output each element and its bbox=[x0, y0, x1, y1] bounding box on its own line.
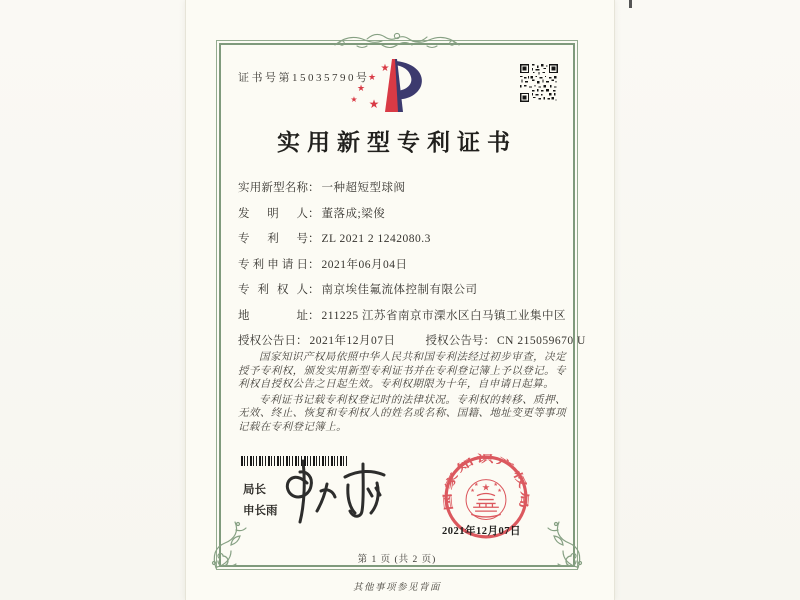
cnipa-patent-logo bbox=[341, 56, 433, 120]
field-row-patent-no: 专利号： ZL 2021 2 1242080.3 bbox=[238, 230, 568, 244]
field-value: 2021年06月04日 bbox=[321, 258, 408, 271]
svg-text:★: ★ bbox=[474, 482, 479, 489]
field-label: 专利申请日 bbox=[238, 258, 308, 271]
svg-text:★: ★ bbox=[497, 487, 502, 494]
svg-text:★: ★ bbox=[367, 73, 377, 83]
corner-ornament-left bbox=[210, 518, 256, 570]
legal-paragraph-2: 专利证书记载专利权登记时的法律状况。专利权的转移、质押、无效、终止、恢复和专利权人的姓名或名称、国籍、地址变更等事项记载在专利登记簿上。 bbox=[238, 394, 566, 433]
field-value: CN 215059670 U bbox=[497, 335, 586, 347]
director-signature bbox=[274, 456, 409, 528]
svg-text:★: ★ bbox=[481, 482, 491, 494]
field-label: 专利号 bbox=[238, 233, 308, 245]
svg-text:★: ★ bbox=[350, 95, 358, 104]
field-label: 授权公告号 bbox=[425, 335, 484, 347]
field-label: 地址 bbox=[238, 309, 308, 322]
field-label: 授权公告日 bbox=[238, 335, 296, 347]
field-value: 一种超短型球阀 bbox=[321, 182, 406, 194]
field-value: 南京埃佳氟流体控制有限公司 bbox=[321, 284, 478, 296]
page-number: 第 1 页 (共 2 页) bbox=[357, 555, 437, 565]
field-label: 发明人 bbox=[238, 207, 308, 220]
svg-text:国家知识产权局 bbox=[441, 452, 531, 511]
svg-text:★: ★ bbox=[356, 84, 366, 94]
field-label: 专利权人 bbox=[238, 284, 308, 296]
signer-title: 局长 bbox=[243, 484, 266, 496]
svg-text:★: ★ bbox=[470, 487, 475, 494]
legal-paragraph-1: 国家知识产权局依照中华人民共和国专利法经过初步审查，决定授予专利权，颁发实用新型专利证书并在专利登记簿上予以登记。专利权自授权公告之日起生效。专利权期限为十年，自申请日起算。 bbox=[238, 352, 566, 390]
scan-artifact bbox=[629, 0, 632, 8]
field-row-grant: 授权公告日： 2021年12月07日 授权公告号： CN 215059670 U bbox=[238, 332, 568, 346]
certificate-number: 证书号第15035790号 bbox=[238, 72, 370, 84]
seal-text: 国家知识产权局 bbox=[443, 454, 530, 511]
corner-ornament-right bbox=[538, 518, 584, 570]
field-value: 2021年12月07日 bbox=[309, 335, 396, 347]
field-value: 董落成;梁俊 bbox=[321, 207, 386, 220]
patent-fields bbox=[238, 179, 586, 358]
patent-certificate-sheet bbox=[185, 0, 615, 600]
field-value: 211225 江苏省南京市溧水区白马镇工业集中区 bbox=[321, 309, 566, 322]
svg-text:★: ★ bbox=[380, 63, 390, 74]
top-lace-ornament bbox=[332, 29, 462, 51]
signer-name: 申长雨 bbox=[243, 505, 278, 517]
svg-text:★: ★ bbox=[368, 97, 380, 111]
field-row-inventor: 发明人： 董落成;梁俊 bbox=[238, 205, 568, 219]
field-row-name: 实用新型名称： 一种超短型球阀 bbox=[238, 179, 568, 193]
field-label: 实用新型名称 bbox=[238, 182, 308, 194]
seal-date: 2021年12月07日 bbox=[442, 526, 521, 537]
field-row-filing-date: 专利申请日： 2021年06月04日 bbox=[238, 256, 568, 270]
certificate-title: 实用新型专利证书 bbox=[277, 130, 517, 155]
qr-code bbox=[520, 64, 558, 102]
back-side-note: 其他事项参见背面 bbox=[352, 583, 441, 593]
svg-text:★: ★ bbox=[493, 482, 498, 489]
field-value: ZL 2021 2 1242080.3 bbox=[321, 233, 431, 245]
field-row-address: 地址： 211225 江苏省南京市溧水区白马镇工业集中区 bbox=[238, 307, 568, 321]
field-row-patentee: 专利权人： 南京埃佳氟流体控制有限公司 bbox=[238, 281, 568, 295]
legal-text bbox=[238, 351, 566, 436]
